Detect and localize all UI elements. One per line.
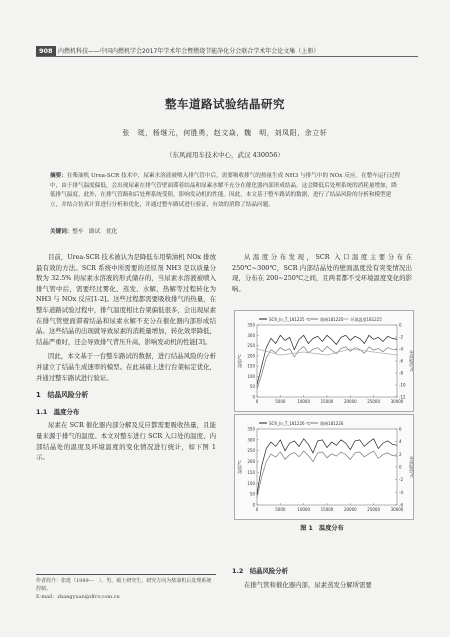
legend-entry: SCR_In_T_181226 ℃ bbox=[269, 421, 311, 426]
x-tick-label: 10000 bbox=[297, 399, 311, 404]
intro-paragraph-2: 因此，本文基于一台整车路试的数据，进行结晶风险的分析并建立了结晶生成速率的模型。在此基础上进行台架标定优化，并通过整车路试进行验证。 bbox=[36, 352, 216, 382]
chart-1-svg bbox=[235, 311, 413, 411]
x-tick-label: 20000 bbox=[343, 507, 357, 512]
x-tick-label: 0 bbox=[255, 507, 259, 512]
y2-tick-label: -6 bbox=[399, 358, 403, 364]
figure-caption: 图 1 温度分布 bbox=[300, 525, 344, 532]
y-axis-label: 温度/℃ bbox=[237, 354, 242, 368]
abstract-label: 摘要： bbox=[50, 173, 67, 179]
x-tick-label: 20000 bbox=[343, 399, 357, 404]
running-header bbox=[36, 46, 418, 57]
section-heading-1: 1 结晶风险分析 bbox=[36, 391, 89, 400]
x-tick-label: 30000 bbox=[390, 507, 404, 512]
y2-tick-label: -12 bbox=[399, 394, 406, 400]
x-tick-label: 5000 bbox=[275, 507, 286, 512]
y-tick-label: 50 bbox=[249, 491, 255, 497]
x-tick-label: 5000 bbox=[275, 399, 286, 404]
y-tick-label: 150 bbox=[247, 363, 255, 369]
section-heading-1-1: 1.1 温度分布 bbox=[36, 407, 80, 416]
temperature-paragraph: 尿素在 SCR 催化器内部分解及反应都需要吸收热量，且能量来源于排气的温度。本文对整车进行 SCR 入口处的温度、内部结晶处的温度及环境温度的变化情况进行统计，如下图 1 示。 bbox=[36, 421, 216, 462]
y2-axis-label: 环境温度/℃ bbox=[409, 350, 414, 372]
left-column bbox=[36, 252, 216, 467]
abstract bbox=[50, 172, 402, 210]
x-tick-label: 25000 bbox=[367, 507, 381, 512]
keywords-text: 整车 路试 优化 bbox=[72, 229, 118, 235]
y-tick-label: 350 bbox=[247, 426, 255, 432]
x-tick-label: 25000 bbox=[367, 399, 381, 404]
y-tick-label: 50 bbox=[249, 384, 255, 390]
temperature-chart-1 bbox=[234, 310, 414, 412]
x-tick-label: 15000 bbox=[320, 399, 334, 404]
y2-tick-label: -4 bbox=[399, 346, 403, 352]
y2-tick-label: 2 bbox=[399, 451, 402, 457]
plot-area bbox=[257, 429, 397, 505]
running-title: 内燃机科技——中国内燃机学会2017年学术年会暨燃烧节能净化分会联合学术年会论文集（上册） bbox=[58, 48, 320, 55]
y-tick-label: 0 bbox=[252, 394, 255, 400]
x-tick-label: 30000 bbox=[390, 399, 404, 404]
y2-tick-label: -4 bbox=[399, 489, 403, 495]
legend-entry: 路端181226 bbox=[320, 421, 344, 426]
intro-paragraph-1: 目前，Urea-SCR 技术被认为是降低车用柴油机 NOx 排放最有效的方法。SCR 系统中所需要的还原剂 NH3 是以质量分数为 32.5% 的尿素水溶液的形式储存的，当尿素水溶液被喷入排气管中后，需要经过雾化、蒸发、水解、热解等过程转化为 NH3 与 NOx 反应[1-2]。这些过程都需要吸收排气的热量，在整车道路试验过程中，排气温度相比台架偏低很多，会出现尿素在排气管壁面滞着结晶和尿素水解不充分在催化器内部形成结晶。这些结晶的出现就导致尿素的消耗量增加，转化效率降低，结晶严重时，还会导致排气背压升高，影响发动机的性能[3]。 bbox=[36, 253, 216, 346]
y2-tick-label: -6 bbox=[399, 502, 403, 508]
y2-axis-label: 环境温度/℃ bbox=[409, 456, 414, 478]
y-tick-label: 300 bbox=[247, 332, 255, 338]
y2-tick-label: -2 bbox=[399, 334, 403, 340]
x-tick-label: 10000 bbox=[297, 507, 311, 512]
distribution-paragraph: 从温度分布发现，SCR 入口温度主要分布在 250℃~300℃，SCR 内部结晶处的壁面温度没有突变情况出现，分布在 200~250℃之间，且两者都不受环境温度变化的影响。 bbox=[232, 253, 412, 293]
y2-tick-label: -10 bbox=[399, 382, 406, 388]
x-tick-label: 0 bbox=[255, 399, 259, 404]
right-column bbox=[232, 252, 412, 298]
section-heading-1-2: 1.2 结晶风险分析 bbox=[232, 567, 289, 575]
paper-title: 整车道路试验结晶研究 bbox=[165, 97, 285, 111]
affiliation: （东风商用车技术中心，武汉 430056） bbox=[166, 151, 284, 159]
y-tick-label: 300 bbox=[247, 437, 255, 443]
y-tick-label: 250 bbox=[247, 448, 255, 454]
y2-tick-label: 0 bbox=[399, 464, 402, 470]
y-tick-label: 100 bbox=[247, 480, 255, 486]
y-tick-label: 200 bbox=[247, 459, 255, 465]
footnote bbox=[36, 574, 216, 601]
y2-tick-label: 0 bbox=[399, 322, 402, 328]
keywords-label: 关键词： bbox=[50, 229, 73, 235]
author-note: 作者简介：张珽（1989— ），男，硕士研究生，研究方向为柴油机后处理系统控制。 bbox=[36, 578, 212, 592]
y-tick-label: 150 bbox=[247, 469, 255, 475]
y-tick-label: 250 bbox=[247, 343, 255, 349]
y2-tick-label: -2 bbox=[399, 477, 403, 483]
y-tick-label: 0 bbox=[252, 502, 255, 508]
legend-entry: 环境温度181225 bbox=[350, 317, 382, 322]
x-tick-label: 15000 bbox=[320, 507, 334, 512]
y-tick-label: 100 bbox=[247, 373, 255, 379]
legend-entry: SCR_In_T_181225 ℃ bbox=[269, 317, 311, 322]
author-list: 张 珽，杨继元，何胜勇，赵文焱，魏 明，刘凤阳，余立轩 bbox=[122, 129, 328, 137]
y2-tick-label: 6 bbox=[399, 426, 402, 432]
y-tick-label: 200 bbox=[247, 353, 255, 359]
legend-entry: 路端181225 bbox=[320, 317, 344, 322]
keywords bbox=[50, 227, 117, 235]
chart-2-svg bbox=[235, 415, 413, 519]
right-column-lower bbox=[232, 566, 412, 594]
y-axis-label: 温度/℃ bbox=[237, 460, 242, 474]
risk-paragraph: 在排气管和催化器内部，尿素蒸发分解所需要 bbox=[244, 580, 372, 589]
abstract-text: 在柴油机 Urea-SCR 技术中，尿素水溶液被喷入排气管中后，需要吸收排气的热量生成 NH3 与排气中的 NOx 反应。在整车运行过程中，由于排气温度偏低，会出现尿素在排气管壁面滞着结晶和尿素水解不充分在催化器内部形成结晶。这会降低后处理系统的消耗量增加，降低排气温度。此外，在排气管路和后处理系统受阻，影响发动机的性能。因此，本文基于整车路试的数据，进行了结晶风险的分析和模型建立，并结合仿真计算进行分析和优化，并通过整车路试进行验证，有效的消除了结晶问题。 bbox=[50, 173, 401, 208]
page-number: 908 bbox=[36, 46, 56, 56]
temperature-chart-2 bbox=[234, 414, 414, 520]
author-email: E-mail：zhangyuan@dfcv.com.cn bbox=[36, 594, 120, 600]
y2-tick-label: -8 bbox=[399, 370, 403, 376]
y2-tick-label: 4 bbox=[399, 439, 402, 445]
y-tick-label: 350 bbox=[247, 322, 255, 328]
